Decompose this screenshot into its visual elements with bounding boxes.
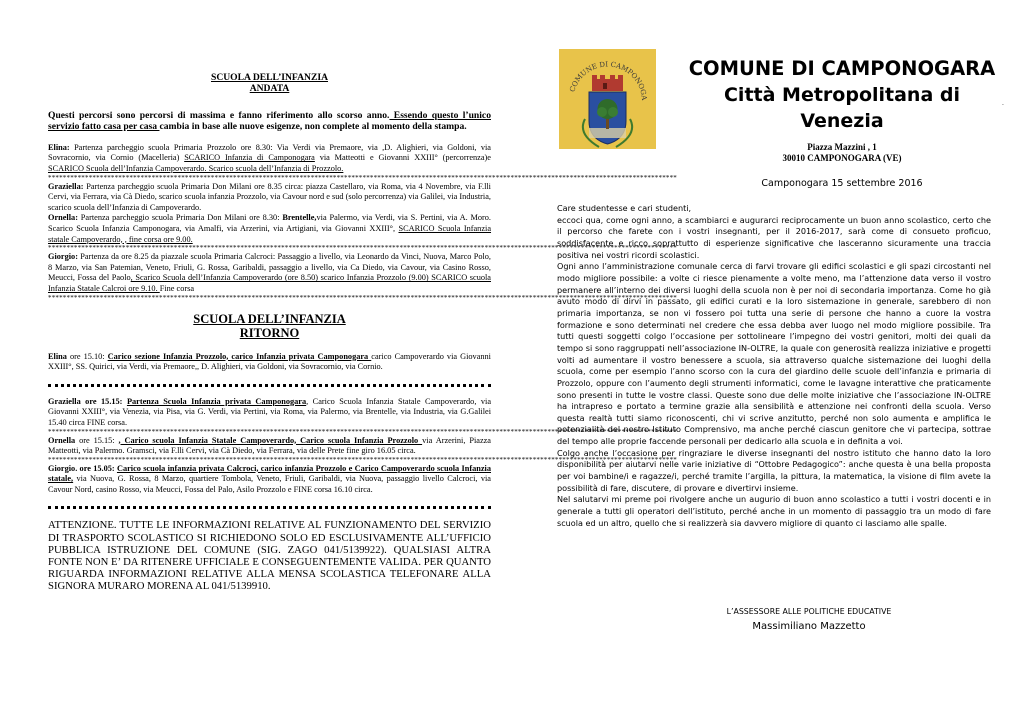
route-ornella-ritorno: Ornella ore 15.15: , Carico scuola Infanzia Statale Campoverardo, Carico scuola Infanzia Prozzolo via Arzerini, Piazza Matteotti, via Palermo. Gramsci, via F.lli Cervi, via Cà Diedo, via Ferrara, via delle Prete fine giro 16.05 circa. — [48, 435, 491, 456]
municipality-crest-icon — [559, 49, 656, 149]
star-divider: ************************************************************************************************************************************************************************** — [48, 173, 677, 182]
title-line2: Città Metropolitana di — [723, 84, 960, 106]
signature-role: L’ASSESSORE ALLE POLITICHE EDUCATIVE — [726, 607, 892, 616]
heading-andata: ANDATA — [249, 83, 290, 94]
star-divider: ************************************************************************************************************************************************************************** — [48, 244, 677, 253]
stray-mark: . — [1002, 100, 1004, 107]
title-line3: Venezia — [800, 110, 884, 132]
route-elina-ritorno: Elina ore 15.10: Carico sezione Infanzia Prozzolo, carico Infanzia privata Camponogara carico Campoverardo via Giovanni XXIII°, SS. Quirici, via Verdi, via Premaore,, D. Alighieri, via Goldoni, via Sovracornio, via Cornio. — [48, 351, 491, 372]
route-elina-andata: Elina: Partenza parcheggio scuola Primaria Prozzolo ore 8.30: Via Verdi via Premaore, via ,D. Alighieri, via Goldoni, via Sovracornio, via Cornio (Macelleria) SCARICO Infanzia di Camponogara via Matteotti e Giovanni XXIII° (percorrenza)e SCARICO Scuola dell’Infanzia Campoverardo. Scarico scuola dell’Infanzia di Prozzolo. — [48, 142, 491, 173]
title-line1: COMUNE DI CAMPONOGARA — [688, 57, 996, 80]
attention-notice: ATTENZIONE. TUTTE LE INFORMAZIONI RELATIVE AL FUNZIONAMENTO DEL SERVIZIO DI TRASPORTO SCOLASTICO SI RICHIEDONO SOLO ED ESCLUSIVAMENTE ALL’UFFICIO PUBBLICA ISTRUZIONE DEL COMUNE (SIG. ZAGO 041/5139922). QUALSIASI ALTRA FONTE NON E’ DA RITENERE UFFICIALE E CONSEGUENTEMENTE VALIDA. PER QUANTO RIGUARDA INFORMAZIONI RELATIVE ALLA MENSA SCOLASTICA TELEFONARE ALLA SIGNORA MURARO MORENA AL 041/5139910. — [48, 519, 491, 593]
route-graziella-andata: Graziella: Partenza parcheggio scuola Primaria Don Milani ore 8.35 circa: piazza Castellaro, via Roma, via 4 Novembre, via F.lli Cervi, via Ferrara, via Cà Diedo, scarico scuola infanzia Prozzolo, via Cavour nord e sud (solo percorrenza) via Galilei, via Industria, scarico scuola dell’Infanzia di Campoverardo. — [48, 181, 491, 212]
address-street: Piazza Mazzini , 1 — [807, 142, 877, 152]
letter-greeting: Care studentesse e cari studenti, — [557, 203, 692, 213]
municipality-title — [664, 56, 1020, 134]
dotted-divider — [48, 506, 491, 509]
letter-date: Camponogara 15 settembre 2016 — [761, 178, 923, 189]
address-city: 30010 CAMPONOGARA (VE) — [782, 153, 902, 163]
star-divider: ************************************************************************************************************************************************************************** — [48, 293, 677, 302]
address — [664, 142, 1020, 164]
route-giorgio-ritorno: Giorgio. ore 15.05: Carico scuola infanzia privata Calcroci, carico infanzia Prozzolo e Carico Campoverardo scuola Infanzia statale, via Nuova, G. Rossa, 8 Marzo, quartiere Tombola, Veneto, Friuli, Garibaldi, via Nuova, passaggio livello Calcroci, via Cavour Nord, casino Rosso, via Meucci, Fossa del Palo, Asilo Prozzolo e FINE corsa 16.10 circa. — [48, 463, 491, 494]
star-divider: ************************************************************************************************************************************************************************** — [48, 455, 677, 464]
letter-paragraph: Ogni anno l’amministrazione comunale cerca di farvi trovare gli edifici scolastici e gli spazi circostanti nel modo migliore possibile: a volte ci riesce pienamente a volte meno, ma l’attenzione data verso il vostro permanere all’interno dei diversi luoghi della scuola non è per noi di secondaria importanza. Come ho già avuto modo di dirvi in passato, gli edifici curati e la loro sistemazione in generale, sarebbero di non primaria importanza, se non vi fossero poi tutta una serie di persone che hanno a cuore la vostra formazione e sono determinati nel credere che essa debba aver luogo nel modo migliore possibile. Tra tutti questi soggetti colgo l’occasione per sottolineare l’impegno dei vostri genitori, molti dei quali da tempo si sono raggruppati nell’associazione IN-OLTRE, la quale con generosità realizza iniziative e progetti volti ad aumentare il vostro benessere a scuola, sia attraverso qualche sistemazione dei luoghi della scuola, come per esempio l’anno scorso con la cura del giardino delle scuole dell’infanzia e primaria di Prozzolo, oppure con l’aumento degli strumenti informatici, come le lavagne interattive che praticamente sono presenti in tutte le vostre classi. Queste sono due delle molte iniziative che l’associazione IN-OLTRE ha intrapreso e portato a termine grazie alla sensibilità e attenzione nei confronti della scuola. Verso questa realtà tutti siamo riconoscenti, chi vi scrive anzitutto, perché non solo aumenta e amplifica le potenzialità del nostro Istituto Comprensivo, ma anche perché ciascun genitore che vi partecipa, sottrae del tempo alle proprie faccende personali per dedicarlo alla scuola e in definita a voi. — [557, 261, 991, 447]
star-divider: ************************************************************************************************************************************************************************** — [48, 427, 677, 436]
intro-note: Questi percorsi sono percorsi di massima e fanno riferimento allo scorso anno. Essendo questo l’unico servizio fatto casa per casa cambia in base alle nuove esigenze, non complete al momento della stampa. — [48, 110, 491, 133]
signature-name: Massimiliano Mazzetto — [752, 621, 866, 632]
letter-body — [557, 203, 991, 529]
heading-ritorno: RITORNO — [239, 325, 300, 340]
letter-paragraph: eccoci qua, come ogni anno, a scambiarci e augurarci reciprocamente un buon anno scolastico, certo che il percorso che farete con i vostri insegnanti, per il 2016-2017, sarà come di consueto proficuo, soddisfacente e ricco soprattutto di esperienze significative che lasceranno sicuramente una traccia positiva nei vostri ricordi scolastici. — [557, 214, 991, 260]
route-ornella-andata: Ornella: Partenza parcheggio scuola Primaria Don Milani ore 8.30: Brentelle,via Palermo, via Verdi, via S. Pertini, via A. Moro. Scarico Scuola Infanzia Camponogara, via Amalfi, via Arzerini, via Artigiani, via Giovanni XXIII°, SCARICO Scuola Infanzia statale Campoverardo, , fine corsa ore 9.00. — [48, 213, 492, 244]
heading-infanzia-ritorno: SCUOLA DELL’INFANZIA — [193, 311, 346, 326]
heading-infanzia-andata: SCUOLA DELL’INFANZIA — [210, 72, 329, 83]
crest-motto: COMUNE DI CAMPONOGA — [568, 60, 649, 101]
letter-paragraph: Colgo anche l’occasione per ringraziare le diverse insegnanti del nostro istituto che hanno dato la loro disponibilità per aiutarvi nelle varie iniziative di “Ottobre Pedagogico”: anche questa è una bella proposta per voi bambine/i e ragazze/i, perché tramite l’argilla, la pittura, la matematica, la visione di film avete la possibilità di fare, discutere, di provare e divertirvi insieme. — [557, 447, 991, 493]
dotted-divider — [48, 384, 491, 387]
route-graziella-ritorno: Graziella ore 15.15: Partenza Scuola Infanzia privata Camponogara, Carico Scuola Infanzia Statale Campoverardo, via Giovanni XXIII°, via Venezia, via Pisa, via G. Verdi, via Pertini, via Roma, via Palermo, via Brentelle, via Industria, via G.Galilei 15.40 circa FINE corsa. — [48, 396, 491, 427]
route-giorgio-andata: Giorgio: Partenza da ore 8.25 da piazzale scuola Primaria Calcroci: Passaggio a livello, via Leonardo da Vinci, Nuova, Marco Polo, 8 Marzo, via San Patemian, Veneto, Friuli, G. Rossa, Garibaldi, passaggio a livello, via Ca Diedo, via Cavour, via Casino Rosso, Meucci, Fossa del Paolo, Scarico Scuola dell’Infanzia Campoverardo (ore 8.50) scarico Infanzia Prozzolo (9.00) SCARICO scuola Infanzia Statale Calcroi ore 9.10. Fine corsa — [48, 252, 491, 293]
letter-paragraph: Nel salutarvi mi preme poi rivolgere anche un augurio di buon anno scolastico a tutti i vostri docenti e in generale a tutti gli operatori dell’istituto, perché anche in un momento di passaggio tra un modo di fare scuola ed un altro, quello che si realizzerà sia davvero migliore di quanto ci lasciamo alle spalle. — [557, 494, 991, 528]
